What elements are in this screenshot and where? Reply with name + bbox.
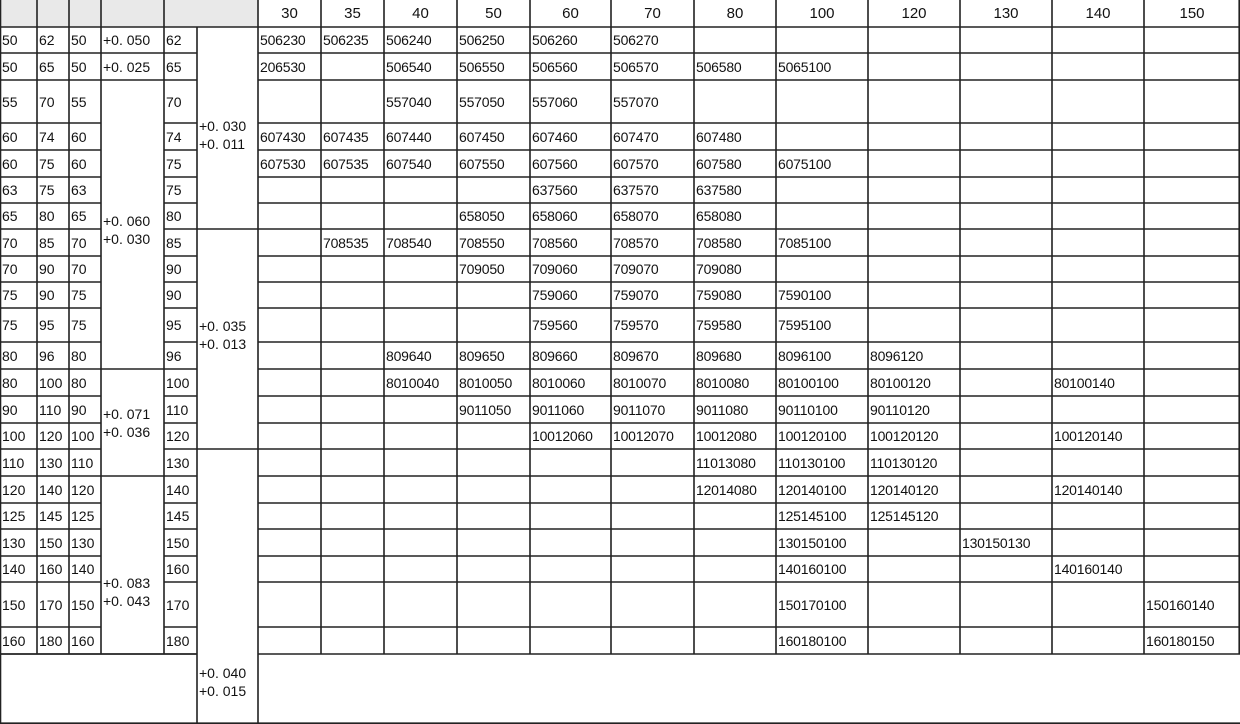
shaft-d-repeat: 90 bbox=[71, 401, 87, 418]
outer-D: 170 bbox=[39, 596, 63, 613]
shaft-d-repeat: 120 bbox=[71, 481, 95, 498]
outer-D-repeat: 160 bbox=[166, 561, 190, 577]
outer-D-repeat: 100 bbox=[166, 374, 190, 391]
part-code: 637580 bbox=[696, 182, 742, 198]
part-code: 506560 bbox=[532, 58, 578, 75]
header-length-35: 35 bbox=[344, 5, 361, 22]
outer-D-repeat: 75 bbox=[166, 155, 182, 172]
part-code: 658070 bbox=[613, 208, 659, 224]
part-code: 759570 bbox=[613, 317, 659, 333]
outer-D-repeat: 95 bbox=[166, 317, 182, 333]
part-code: 607540 bbox=[386, 155, 432, 172]
part-code: 80100100 bbox=[778, 374, 839, 391]
outer-D: 75 bbox=[39, 182, 55, 198]
shaft-d: 60 bbox=[2, 128, 18, 145]
shaft-d: 110 bbox=[2, 454, 25, 471]
part-code: 506270 bbox=[613, 32, 659, 48]
outer-D-repeat: 70 bbox=[166, 93, 182, 110]
part-code: 160180150 bbox=[1146, 632, 1215, 649]
part-code: 708560 bbox=[532, 234, 578, 251]
shaft-d: 100 bbox=[2, 428, 26, 444]
part-code: 5065100 bbox=[778, 58, 832, 75]
outer-D-repeat: 180 bbox=[166, 632, 190, 649]
part-code: 809660 bbox=[532, 347, 578, 364]
tolerance-d: +0. 071 +0. 036 bbox=[103, 405, 151, 440]
part-code: 607530 bbox=[260, 155, 306, 172]
outer-D: 65 bbox=[39, 58, 55, 75]
outer-D-repeat: 145 bbox=[166, 508, 190, 524]
part-code: 120140100 bbox=[778, 481, 847, 498]
shaft-d-repeat: 130 bbox=[71, 534, 95, 551]
shaft-d: 70 bbox=[2, 261, 18, 277]
part-code: 607430 bbox=[260, 128, 306, 145]
part-code: 709050 bbox=[459, 261, 505, 277]
outer-D-repeat: 65 bbox=[166, 58, 182, 75]
outer-D-repeat: 120 bbox=[166, 428, 190, 444]
part-code: 125145100 bbox=[778, 508, 847, 524]
part-code: 8010050 bbox=[459, 374, 513, 391]
part-code: 708570 bbox=[613, 234, 659, 251]
part-code: 506235 bbox=[323, 32, 369, 48]
shaft-d: 125 bbox=[2, 508, 26, 524]
part-code: 110130120 bbox=[870, 454, 938, 471]
part-code: 708535 bbox=[323, 234, 369, 251]
part-code: 637560 bbox=[532, 182, 578, 198]
part-code: 557060 bbox=[532, 93, 578, 110]
part-code: 708550 bbox=[459, 234, 505, 251]
part-code: 12014080 bbox=[696, 481, 757, 498]
header-length-30: 30 bbox=[281, 5, 298, 22]
header-length-50: 50 bbox=[485, 5, 502, 22]
shaft-d-repeat: 160 bbox=[71, 632, 95, 649]
part-code: 8010070 bbox=[613, 374, 667, 391]
shaft-d-repeat: 60 bbox=[71, 155, 87, 172]
part-code: 80100140 bbox=[1054, 374, 1115, 391]
part-code: 658060 bbox=[532, 208, 578, 224]
outer-D: 100 bbox=[39, 374, 63, 391]
shaft-d: 120 bbox=[2, 481, 26, 498]
shaft-d-repeat: 140 bbox=[71, 561, 95, 577]
shaft-d-repeat: 80 bbox=[71, 347, 87, 364]
shaft-d: 50 bbox=[2, 32, 18, 48]
part-code: 130150130 bbox=[962, 534, 1031, 551]
outer-D: 90 bbox=[39, 261, 55, 277]
part-code: 9011060 bbox=[532, 401, 585, 418]
shaft-d-repeat: 55 bbox=[71, 93, 87, 110]
shaft-d-repeat: 63 bbox=[71, 182, 87, 198]
header-length-80: 80 bbox=[726, 5, 744, 22]
part-code: 120140120 bbox=[870, 481, 939, 498]
part-code: 709060 bbox=[532, 261, 578, 277]
shaft-d-repeat: 80 bbox=[71, 374, 87, 391]
outer-D: 62 bbox=[39, 32, 55, 48]
part-code: 100120140 bbox=[1054, 428, 1123, 444]
tolerance-D: +0. 035 +0. 013 bbox=[199, 318, 247, 352]
outer-D-repeat: 80 bbox=[166, 208, 182, 224]
outer-D: 110 bbox=[39, 401, 62, 418]
tolerance-D: +0. 030 +0. 011 bbox=[199, 118, 247, 152]
outer-D: 150 bbox=[39, 534, 63, 551]
shaft-d: 140 bbox=[2, 561, 26, 577]
part-code: 11013080 bbox=[696, 454, 756, 471]
shaft-d: 63 bbox=[2, 182, 18, 198]
part-code: 557040 bbox=[386, 93, 432, 110]
outer-D-repeat: 90 bbox=[166, 261, 182, 277]
part-code: 120140140 bbox=[1054, 481, 1123, 498]
part-code: 150160140 bbox=[1146, 596, 1215, 613]
outer-D-repeat: 96 bbox=[166, 347, 182, 364]
outer-D-repeat: 170 bbox=[166, 596, 190, 613]
part-code: 140160100 bbox=[778, 561, 847, 577]
tolerance-d: +0. 050 bbox=[103, 32, 151, 48]
part-code: 7085100 bbox=[778, 234, 832, 251]
outer-D-repeat: 130 bbox=[166, 454, 190, 471]
part-code: 607470 bbox=[613, 128, 659, 145]
part-code: 658050 bbox=[459, 208, 505, 224]
header-length-130: 130 bbox=[993, 5, 1019, 22]
part-code: 9011070 bbox=[613, 401, 666, 418]
shaft-d: 50 bbox=[2, 58, 18, 75]
tolerance-d: +0. 025 bbox=[103, 58, 151, 75]
part-code: 9011050 bbox=[459, 401, 512, 418]
outer-D: 70 bbox=[39, 93, 55, 110]
part-code: 7590100 bbox=[778, 287, 832, 303]
outer-D: 74 bbox=[39, 128, 55, 145]
part-code: 9011080 bbox=[696, 401, 749, 418]
shaft-d-repeat: 150 bbox=[71, 596, 95, 613]
part-code: 506250 bbox=[459, 32, 505, 48]
part-code: 7595100 bbox=[778, 317, 832, 333]
part-code: 206530 bbox=[260, 58, 306, 75]
part-code: 607435 bbox=[323, 128, 369, 145]
outer-D-repeat: 85 bbox=[166, 234, 182, 251]
shaft-d-repeat: 50 bbox=[71, 58, 87, 75]
shaft-d-repeat: 100 bbox=[71, 428, 95, 444]
shaft-d-repeat: 70 bbox=[71, 261, 87, 277]
part-code: 809670 bbox=[613, 347, 659, 364]
outer-D-repeat: 110 bbox=[166, 401, 189, 418]
part-code: 506580 bbox=[696, 58, 742, 75]
shaft-d: 75 bbox=[2, 287, 18, 303]
shaft-d-repeat: 75 bbox=[71, 317, 87, 333]
part-code: 10012060 bbox=[532, 428, 593, 444]
header-length-140: 140 bbox=[1085, 5, 1111, 22]
tolerance-d: +0. 060 +0. 030 bbox=[103, 212, 151, 247]
part-code: 557050 bbox=[459, 93, 505, 110]
part-code: 759070 bbox=[613, 287, 659, 303]
part-code: 607570 bbox=[613, 155, 659, 172]
shaft-d-repeat: 65 bbox=[71, 208, 87, 224]
outer-D: 75 bbox=[39, 155, 55, 172]
part-code: 90110100 bbox=[778, 401, 838, 418]
outer-D: 160 bbox=[39, 561, 63, 577]
shaft-d: 150 bbox=[2, 596, 26, 613]
shaft-d: 75 bbox=[2, 317, 18, 333]
part-code: 150170100 bbox=[778, 596, 847, 613]
part-code: 506570 bbox=[613, 58, 659, 75]
part-code: 8096100 bbox=[778, 347, 832, 364]
part-code: 759560 bbox=[532, 317, 578, 333]
outer-D: 130 bbox=[39, 454, 63, 471]
part-code: 709070 bbox=[613, 261, 659, 277]
part-code: 607560 bbox=[532, 155, 578, 172]
tolerance-D: +0. 040 +0. 015 bbox=[199, 665, 247, 699]
shaft-d: 90 bbox=[2, 401, 18, 418]
part-code: 607535 bbox=[323, 155, 369, 172]
part-code: 100120100 bbox=[778, 428, 847, 444]
part-code: 160180100 bbox=[778, 632, 847, 649]
part-code: 110130100 bbox=[778, 454, 846, 471]
shaft-d-repeat: 50 bbox=[71, 32, 87, 48]
part-code: 809640 bbox=[386, 347, 432, 364]
part-code: 637570 bbox=[613, 182, 659, 198]
shaft-d: 130 bbox=[2, 534, 26, 551]
part-code: 708540 bbox=[386, 234, 432, 251]
shaft-d: 55 bbox=[2, 93, 18, 110]
shaft-d: 60 bbox=[2, 155, 18, 172]
part-code: 125145120 bbox=[870, 508, 939, 524]
header-length-100: 100 bbox=[809, 5, 835, 22]
outer-D-repeat: 140 bbox=[166, 481, 190, 498]
outer-D: 140 bbox=[39, 481, 63, 498]
part-code: 90110120 bbox=[870, 401, 930, 418]
shaft-d-repeat: 75 bbox=[71, 287, 87, 303]
part-code: 506260 bbox=[532, 32, 578, 48]
header-length-150: 150 bbox=[1179, 5, 1205, 22]
part-code: 607450 bbox=[459, 128, 505, 145]
outer-D-repeat: 75 bbox=[166, 182, 182, 198]
outer-D-repeat: 62 bbox=[166, 32, 182, 48]
header-length-120: 120 bbox=[901, 5, 927, 22]
part-code: 8010080 bbox=[696, 374, 750, 391]
shaft-d: 70 bbox=[2, 234, 18, 251]
part-code: 506550 bbox=[459, 58, 505, 75]
shaft-d-repeat: 60 bbox=[71, 128, 87, 145]
part-code: 759060 bbox=[532, 287, 578, 303]
outer-D: 90 bbox=[39, 287, 55, 303]
shaft-d-repeat: 110 bbox=[71, 454, 94, 471]
outer-D: 96 bbox=[39, 347, 55, 364]
part-code: 6075100 bbox=[778, 155, 832, 172]
shaft-d: 80 bbox=[2, 347, 18, 364]
header-length-40: 40 bbox=[412, 5, 429, 22]
outer-D: 180 bbox=[39, 632, 63, 649]
part-code: 607580 bbox=[696, 155, 742, 172]
part-code: 100120120 bbox=[870, 428, 939, 444]
header-length-60: 60 bbox=[562, 5, 579, 22]
part-code: 506230 bbox=[260, 32, 306, 48]
part-code: 130150100 bbox=[778, 534, 847, 551]
outer-D-repeat: 74 bbox=[166, 128, 182, 145]
tolerance-d: +0. 083 +0. 043 bbox=[103, 574, 151, 609]
part-code: 8010040 bbox=[386, 374, 440, 391]
part-code: 8010060 bbox=[532, 374, 586, 391]
outer-D: 80 bbox=[39, 208, 55, 224]
part-code: 709080 bbox=[696, 261, 742, 277]
part-code: 607550 bbox=[459, 155, 505, 172]
outer-D: 95 bbox=[39, 317, 55, 333]
part-code: 759580 bbox=[696, 317, 742, 333]
part-code: 809680 bbox=[696, 347, 742, 364]
part-code: 658080 bbox=[696, 208, 742, 224]
part-code: 607480 bbox=[696, 128, 742, 145]
part-code: 80100120 bbox=[870, 374, 931, 391]
shaft-d-repeat: 70 bbox=[71, 234, 87, 251]
part-code: 8096120 bbox=[870, 347, 924, 364]
part-code: 607440 bbox=[386, 128, 432, 145]
part-code: 140160140 bbox=[1054, 561, 1123, 577]
shaft-d-repeat: 125 bbox=[71, 508, 95, 524]
part-code: 506240 bbox=[386, 32, 432, 48]
outer-D: 120 bbox=[39, 428, 63, 444]
shaft-d: 80 bbox=[2, 374, 18, 391]
part-code: 557070 bbox=[613, 93, 659, 110]
shaft-d: 160 bbox=[2, 632, 26, 649]
shaft-d: 65 bbox=[2, 208, 18, 224]
part-code: 10012080 bbox=[696, 428, 757, 444]
outer-D-repeat: 150 bbox=[166, 534, 190, 551]
outer-D: 145 bbox=[39, 508, 63, 524]
part-code: 10012070 bbox=[613, 428, 674, 444]
outer-D-repeat: 90 bbox=[166, 287, 182, 303]
part-code: 708580 bbox=[696, 234, 742, 251]
part-code: 607460 bbox=[532, 128, 578, 145]
outer-D: 85 bbox=[39, 234, 55, 251]
part-code: 759080 bbox=[696, 287, 742, 303]
part-code: 809650 bbox=[459, 347, 505, 364]
part-code: 506540 bbox=[386, 58, 432, 75]
header-length-70: 70 bbox=[644, 5, 661, 22]
